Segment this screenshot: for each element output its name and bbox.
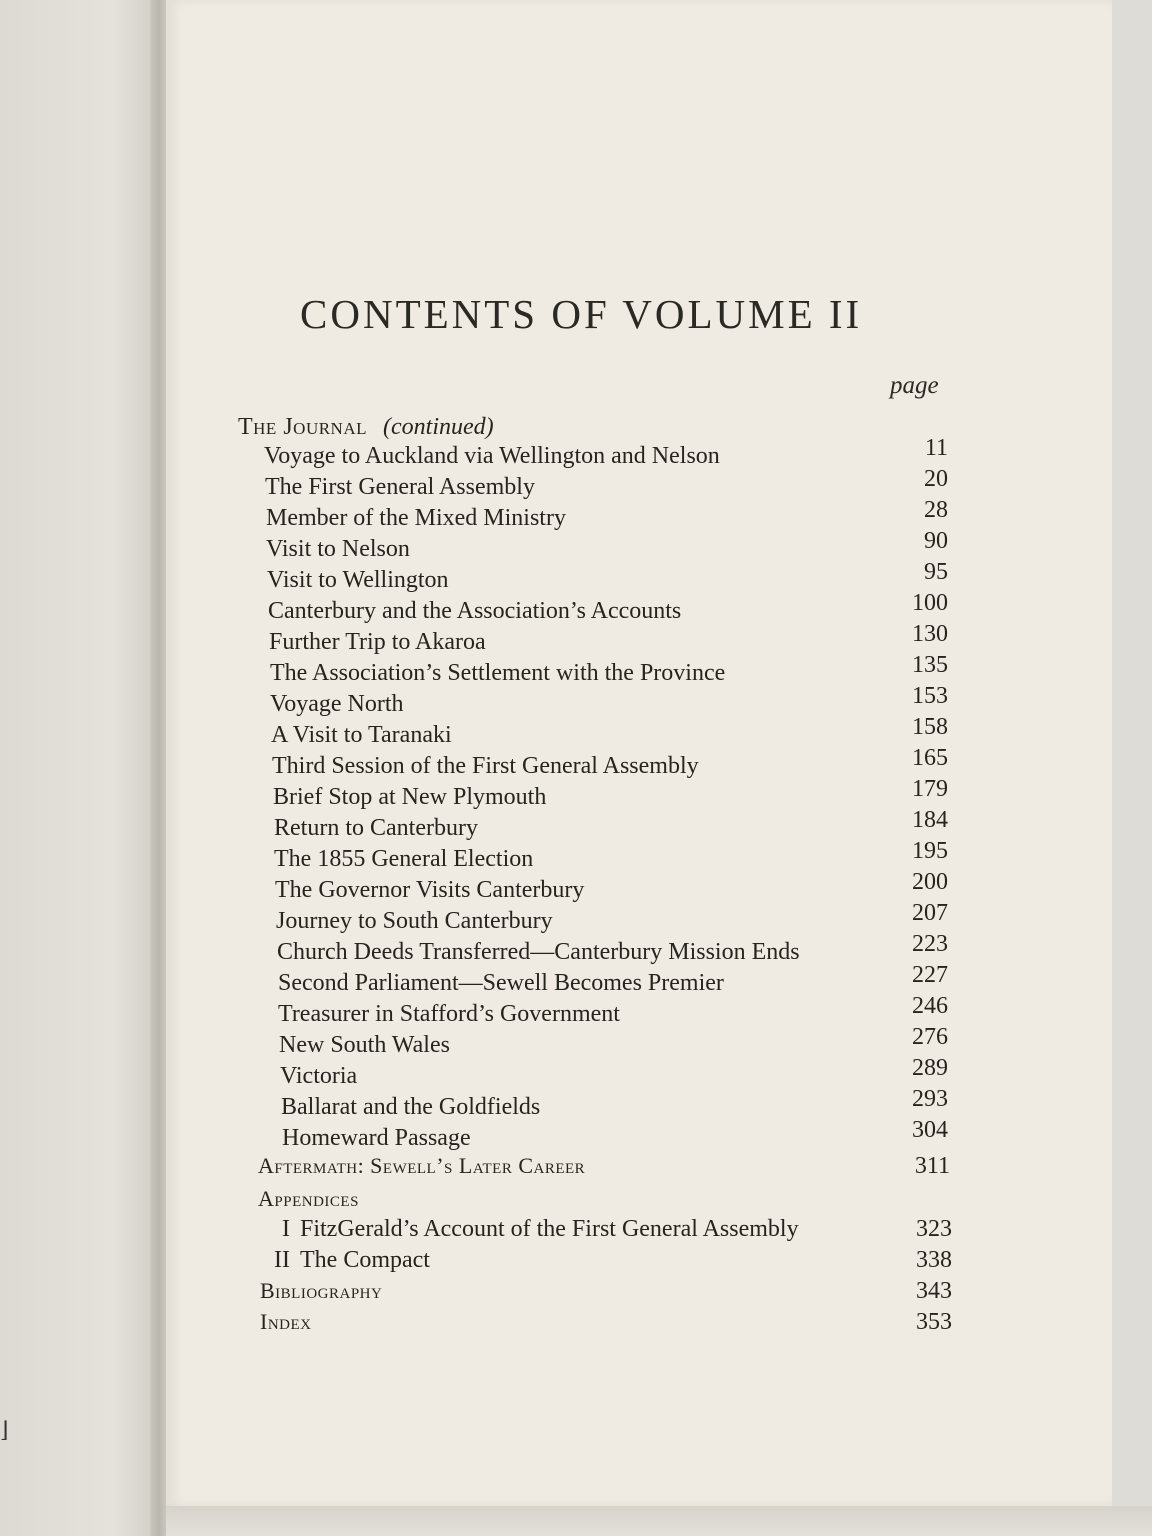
toc-entry-title: Index (260, 1309, 312, 1334)
toc-entry-title: Ballarat and the Goldfields (281, 1094, 541, 1120)
toc-entry-page: 353 (916, 1309, 952, 1335)
background-surface (1112, 0, 1152, 1536)
toc-entry-page: 207 (912, 900, 948, 926)
toc-entry-title: Homeward Passage (282, 1125, 471, 1151)
toc-entry-title: The Association’s Settlement with the Province (270, 660, 726, 686)
toc-entry-title: Return to Canterbury (274, 815, 478, 841)
journal-continued-note: (continued) (383, 414, 494, 440)
toc-entry-page: 227 (912, 962, 948, 988)
journal-heading (238, 411, 494, 443)
toc-entry-appendix-1 (266, 1213, 799, 1245)
toc-entry-page: 90 (924, 528, 948, 554)
toc-entry-title: Visit to Nelson (266, 536, 410, 562)
toc-entry-title: Bibliography (260, 1278, 383, 1303)
toc-entry (276, 905, 553, 937)
facing-page-edge-glyph: ⌋ (0, 1417, 9, 1442)
toc-entry (273, 781, 546, 813)
toc-entry-page: 165 (912, 745, 948, 771)
toc-entry-title: Voyage North (270, 691, 404, 717)
toc-entry-title: Aftermath: Sewell’s Later Career (258, 1153, 586, 1178)
toc-entry-title: Third Session of the First General Assembly (272, 753, 699, 779)
toc-entry (266, 502, 566, 534)
toc-entry-page: 293 (912, 1086, 948, 1112)
toc-entry-title: Further Trip to Akaroa (269, 629, 486, 655)
toc-entry (274, 812, 478, 844)
toc-entry (281, 1091, 540, 1123)
toc-entry-title: The 1855 General Election (274, 846, 534, 872)
toc-entry-title: Brief Stop at New Plymouth (273, 784, 547, 810)
toc-entry (266, 533, 410, 565)
toc-entry (267, 564, 449, 596)
page-title: CONTENTS OF VOLUME II (300, 291, 863, 337)
toc-entry-aftermath (258, 1150, 585, 1182)
toc-entry-page: 223 (912, 931, 948, 957)
toc-entry (268, 595, 681, 627)
toc-entry (270, 657, 725, 689)
toc-entry-page: 28 (924, 497, 948, 523)
facing-page (0, 0, 162, 1536)
toc-entry-title: The First General Assembly (265, 474, 535, 500)
toc-entry-title: Member of the Mixed Ministry (266, 505, 566, 531)
toc-entry-page: 179 (912, 776, 948, 802)
page-column-label: page (890, 372, 939, 399)
toc-entry-title: Voyage to Auckland via Wellington and Nelson (264, 443, 720, 469)
toc-entry-title: Journey to South Canterbury (276, 908, 553, 934)
toc-entry (277, 936, 800, 968)
toc-entry-title: FitzGerald’s Account of the First General Assembly (300, 1216, 799, 1242)
toc-entry-page: 304 (912, 1117, 948, 1143)
journal-heading-text: The Journal (238, 414, 367, 440)
toc-entry (265, 471, 535, 503)
toc-entry-title: Treasurer in Stafford’s Government (278, 1001, 620, 1027)
toc-entry-title: The Governor Visits Canterbury (275, 877, 585, 903)
toc-entry-page: 311 (914, 1153, 950, 1179)
toc-entry (279, 1029, 450, 1061)
toc-entry-title: Canterbury and the Association’s Accounts (268, 598, 682, 624)
toc-entry (264, 440, 720, 472)
toc-entry-appendix-2 (266, 1244, 430, 1276)
toc-entry-page: 323 (916, 1216, 952, 1242)
toc-entry-title: New South Wales (279, 1032, 450, 1058)
toc-entry-page: 200 (912, 869, 948, 895)
toc-entry-page: 343 (916, 1278, 952, 1304)
toc-entry-page: 338 (916, 1247, 952, 1273)
toc-entry-page: 289 (912, 1055, 948, 1081)
toc-entry-page: 20 (924, 466, 948, 492)
toc-entry-page: 158 (912, 714, 948, 740)
toc-entry (280, 1060, 357, 1092)
toc-entry (272, 750, 699, 782)
toc-entry-title: Second Parliament—Sewell Becomes Premier (278, 970, 724, 996)
toc-entry (270, 688, 404, 720)
toc-entry (275, 874, 584, 906)
toc-entry-page: 95 (924, 559, 948, 585)
toc-entry-index (260, 1306, 312, 1338)
toc-entry-page: 246 (912, 993, 948, 1019)
page-bottom-edge (166, 1506, 1152, 1536)
toc-entry (271, 719, 452, 751)
toc-entry-page: 130 (912, 621, 948, 647)
toc-entry-page: 276 (912, 1024, 948, 1050)
toc-entry (274, 843, 533, 875)
toc-entry (278, 967, 724, 999)
toc-entry-page: 153 (912, 683, 948, 709)
toc-entry-page: 184 (912, 807, 948, 833)
toc-entry (278, 998, 620, 1030)
appendix-numeral: II (274, 1247, 290, 1273)
toc-entry-page: 100 (912, 590, 948, 616)
toc-entry-title: Visit to Wellington (267, 567, 449, 593)
toc-entry-title: Church Deeds Transferred—Canterbury Mission Ends (277, 939, 800, 965)
toc-entry-page: 195 (912, 838, 948, 864)
toc-entry-bibliography (260, 1275, 382, 1307)
toc-entry-page: 135 (912, 652, 948, 678)
toc-entry-title: The Compact (300, 1247, 430, 1273)
toc-entry-page: 11 (924, 435, 948, 461)
appendix-numeral: I (282, 1216, 290, 1242)
toc-entry (269, 626, 486, 658)
toc-entry-title: Victoria (280, 1063, 358, 1089)
toc-entry-title: A Visit to Taranaki (271, 722, 452, 748)
appendices-heading: Appendices (258, 1186, 359, 1211)
